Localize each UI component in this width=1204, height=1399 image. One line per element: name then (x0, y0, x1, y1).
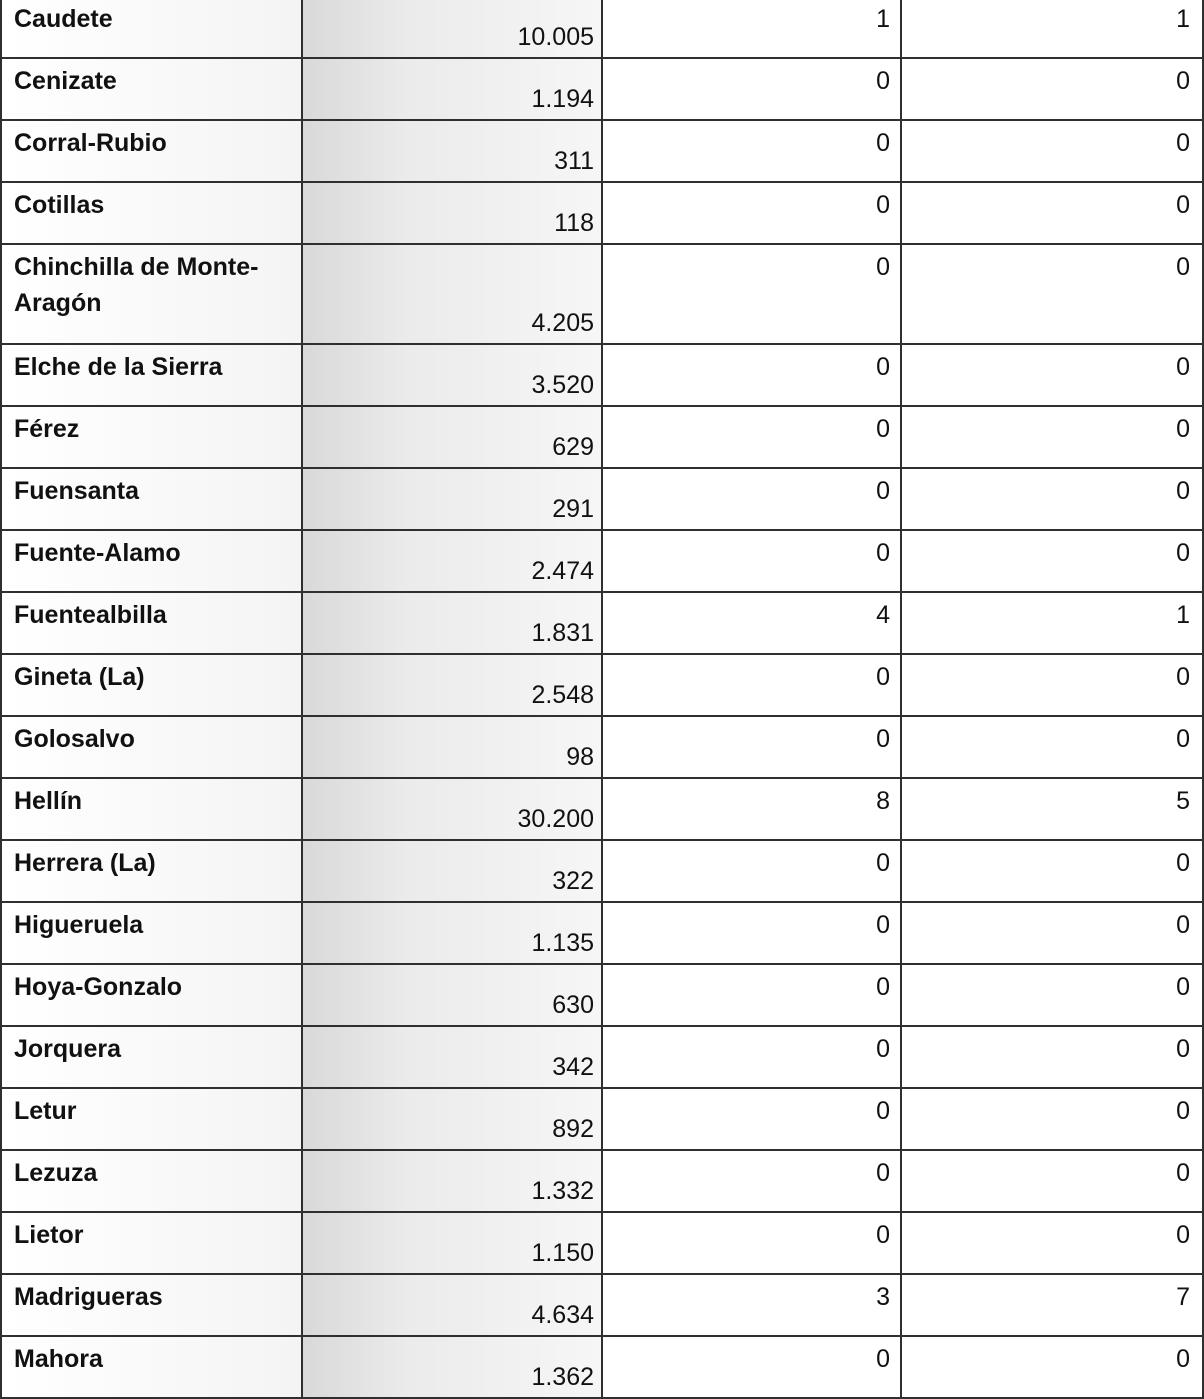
value-a-cell: 0 (602, 1026, 901, 1088)
population-cell: 311 (302, 120, 602, 182)
table-row (1, 344, 1203, 406)
table-row (1, 244, 1203, 344)
table-row (1, 530, 1203, 592)
population-cell: 1.831 (302, 592, 602, 654)
municipality-cell: Férez (1, 406, 302, 468)
value-a-cell: 0 (602, 1336, 901, 1398)
population-cell: 2.474 (302, 530, 602, 592)
population-cell: 30.200 (302, 778, 602, 840)
value-a-cell: 4 (602, 592, 901, 654)
table-row (1, 716, 1203, 778)
value-a-cell: 0 (602, 530, 901, 592)
table-row (1, 778, 1203, 840)
municipality-cell: Jorquera (1, 1026, 302, 1088)
value-a-cell: 0 (602, 58, 901, 120)
municipality-line-1: Chinchilla de Monte- (14, 253, 259, 281)
value-b-cell: 0 (901, 344, 1203, 406)
population-cell: 118 (302, 182, 602, 244)
value-b-cell: 0 (901, 1088, 1203, 1150)
value-b-cell: 0 (901, 406, 1203, 468)
value-a-cell: 0 (602, 244, 901, 344)
value-a-cell: 0 (602, 1088, 901, 1150)
municipality-cell: Cotillas (1, 182, 302, 244)
value-a-cell: 0 (602, 1212, 901, 1274)
value-a-cell: 0 (602, 964, 901, 1026)
municipality-cell: Golosalvo (1, 716, 302, 778)
table-row (1, 58, 1203, 120)
population-cell: 629 (302, 406, 602, 468)
municipality-cell: Mahora (1, 1336, 302, 1398)
value-b-cell: 7 (901, 1274, 1203, 1336)
municipality-cell: Cenizate (1, 58, 302, 120)
table-row (1, 964, 1203, 1026)
population-cell: 1.332 (302, 1150, 602, 1212)
population-cell: 1.194 (302, 58, 602, 120)
municipality-cell: Corral-Rubio (1, 120, 302, 182)
value-a-cell: 0 (602, 840, 901, 902)
municipality-cell: Lezuza (1, 1150, 302, 1212)
value-a-cell: 0 (602, 902, 901, 964)
table-row (1, 120, 1203, 182)
table-row (1, 1274, 1203, 1336)
table-row (1, 592, 1203, 654)
value-a-cell: 0 (602, 716, 901, 778)
municipality-cell: Fuensanta (1, 468, 302, 530)
municipality-cell (1, 244, 302, 344)
municipality-cell: Higueruela (1, 902, 302, 964)
value-b-cell: 1 (901, 592, 1203, 654)
value-a-cell: 0 (602, 120, 901, 182)
population-cell: 1.362 (302, 1336, 602, 1398)
value-a-cell: 0 (602, 182, 901, 244)
municipality-cell: Elche de la Sierra (1, 344, 302, 406)
value-b-cell: 0 (901, 58, 1203, 120)
population-cell: 322 (302, 840, 602, 902)
table-row (1, 1336, 1203, 1398)
value-b-cell: 0 (901, 1150, 1203, 1212)
table-row (1, 840, 1203, 902)
value-b-cell: 0 (901, 716, 1203, 778)
table-row (1, 902, 1203, 964)
municipality-cell: Lietor (1, 1212, 302, 1274)
population-cell: 630 (302, 964, 602, 1026)
municipality-cell: Fuentealbilla (1, 592, 302, 654)
value-a-cell: 0 (602, 344, 901, 406)
value-b-cell: 0 (901, 654, 1203, 716)
municipality-cell: Hellín (1, 778, 302, 840)
value-b-cell: 0 (901, 1212, 1203, 1274)
municipality-cell: Madrigueras (1, 1274, 302, 1336)
population-cell: 98 (302, 716, 602, 778)
municipality-line-2: Aragón (14, 289, 102, 317)
population-cell: 3.520 (302, 344, 602, 406)
value-a-cell: 0 (602, 468, 901, 530)
population-cell: 1.150 (302, 1212, 602, 1274)
value-b-cell: 0 (901, 1026, 1203, 1088)
value-a-cell: 0 (602, 654, 901, 716)
value-a-cell: 0 (602, 406, 901, 468)
value-b-cell: 0 (901, 120, 1203, 182)
value-b-cell: 0 (901, 468, 1203, 530)
population-cell: 4.634 (302, 1274, 602, 1336)
value-b-cell: 0 (901, 182, 1203, 244)
population-cell: 4.205 (302, 244, 602, 344)
municipality-cell: Caudete (1, 0, 302, 58)
value-b-cell: 0 (901, 530, 1203, 592)
table-row (1, 1088, 1203, 1150)
population-cell: 892 (302, 1088, 602, 1150)
value-b-cell: 5 (901, 778, 1203, 840)
value-a-cell: 3 (602, 1274, 901, 1336)
value-b-cell: 0 (901, 964, 1203, 1026)
table-row (1, 1026, 1203, 1088)
value-a-cell: 8 (602, 778, 901, 840)
table-row (1, 1212, 1203, 1274)
table-row (1, 406, 1203, 468)
population-cell: 2.548 (302, 654, 602, 716)
municipality-cell: Hoya-Gonzalo (1, 964, 302, 1026)
table-row (1, 0, 1203, 58)
value-a-cell: 1 (602, 0, 901, 58)
value-b-cell: 0 (901, 1336, 1203, 1398)
population-cell: 1.135 (302, 902, 602, 964)
population-cell: 10.005 (302, 0, 602, 58)
value-b-cell: 0 (901, 840, 1203, 902)
municipality-cell: Gineta (La) (1, 654, 302, 716)
table-row (1, 182, 1203, 244)
table-row (1, 468, 1203, 530)
value-b-cell: 0 (901, 244, 1203, 344)
value-b-cell: 0 (901, 902, 1203, 964)
population-cell: 291 (302, 468, 602, 530)
value-b-cell: 1 (901, 0, 1203, 58)
population-cell: 342 (302, 1026, 602, 1088)
table-row (1, 654, 1203, 716)
table-row (1, 1150, 1203, 1212)
municipality-cell: Herrera (La) (1, 840, 302, 902)
municipality-cell: Fuente-Alamo (1, 530, 302, 592)
value-a-cell: 0 (602, 1150, 901, 1212)
municipality-cell: Letur (1, 1088, 302, 1150)
